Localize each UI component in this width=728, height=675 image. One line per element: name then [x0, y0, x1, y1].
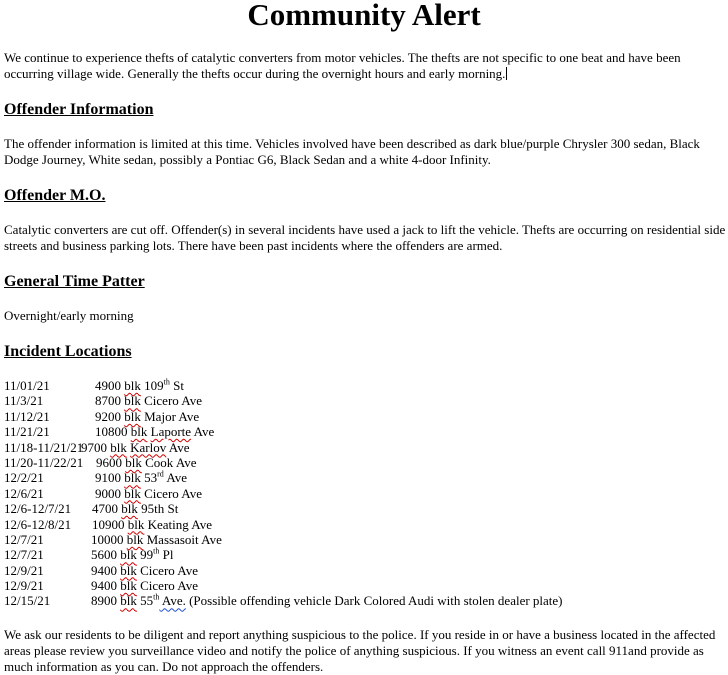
intro-paragraph [4, 50, 726, 82]
incident-row [4, 501, 726, 516]
closing-paragraph: We ask our residents to be diligent and report anything suspicious to the police. If you reside in or have a business located in the affected areas please review you surveillance video and notify the police of anything suspicious. If you witness an event call 911and provide as much information as you can. Do not approach the offenders. [4, 627, 716, 674]
street-name: 53 [144, 470, 158, 486]
incident-location [95, 409, 199, 424]
incident-location [96, 455, 197, 470]
incident-row [4, 424, 726, 439]
street-suffix: Ave [163, 470, 188, 486]
incident-date: 11/3/21 [4, 393, 44, 409]
block-abbrev: blk [110, 439, 127, 455]
block-abbrev: blk [120, 562, 137, 578]
incident-location [91, 532, 222, 547]
incident-row [4, 470, 726, 485]
incident-row [4, 440, 726, 455]
incident-row [4, 578, 726, 593]
offender-information-text: The offender information is limited at this time. Vehicles involved have been described as dark blue/purple Chrysler 300 sedan, Black Dodge Journey, White sedan, possibly a Pontiac G6, Black Sedan and a white 4-door Infinity. [4, 136, 700, 167]
offender-information-heading: Offender Information [4, 101, 154, 118]
incident-date: 11/18-11/21/21 [4, 439, 84, 455]
block-number: 9000 [95, 485, 121, 501]
street-suffix: Ave [191, 424, 215, 440]
block-number: 9100 [95, 470, 121, 486]
incident-location [95, 393, 202, 408]
street-name: Cook Ave [145, 454, 197, 470]
block-number: 10900 [92, 516, 125, 532]
incident-location [95, 424, 214, 439]
incident-locations-heading: Incident Locations [4, 343, 132, 360]
block-number: 9600 [96, 454, 122, 470]
incident-location [95, 470, 187, 485]
block-abbrev: blk [120, 593, 137, 609]
block-number: 9200 [95, 408, 121, 424]
incident-date: 12/15/21 [4, 593, 51, 609]
incident-row [4, 563, 726, 578]
incident-date: 12/9/21 [4, 578, 44, 594]
incident-date: 12/9/21 [4, 562, 44, 578]
time-pattern-text: Overnight/early morning [4, 308, 134, 323]
time-pattern-heading: General Time Patter [4, 273, 145, 290]
incident-location [91, 593, 563, 608]
block-abbrev: blk [124, 485, 141, 501]
page-title: Community Alert [247, 0, 481, 32]
block-abbrev: blk [124, 470, 141, 486]
intro-text: We continue to experience thefts of catalytic converters from motor vehicles. The thefts are not specific to one beat and have been occurring village wide. Generally the thefts occur during the overnight hours and early morning. [4, 50, 681, 81]
street-name: Cicero Ave [144, 393, 203, 409]
street-name: Cicero Ave [140, 578, 199, 594]
street-name: 95th St [141, 501, 179, 517]
block-number: 5600 [91, 547, 117, 563]
street-name: 55 [140, 593, 154, 609]
street-name: Karlov [130, 439, 167, 455]
incident-location [95, 378, 184, 393]
ordinal-suffix: th [163, 377, 170, 387]
block-number: 9700 [81, 439, 107, 455]
incident-date: 12/6/21 [4, 485, 44, 501]
incident-date: 11/12/21 [4, 408, 50, 424]
street-name: Cicero Ave [144, 485, 203, 501]
street-name: Keating Ave [147, 516, 213, 532]
incident-row [4, 547, 726, 562]
incident-location [95, 486, 202, 501]
text-cursor [506, 67, 507, 80]
incident-date: 12/2/21 [4, 470, 44, 486]
block-abbrev: blk [126, 531, 144, 547]
incident-location [91, 547, 173, 562]
street-name: Massasoit Ave [146, 531, 222, 547]
block-abbrev: blk [125, 454, 142, 470]
block-number: 10000 [91, 531, 124, 547]
block-abbrev: blk [130, 424, 148, 440]
street-name: Major Ave [144, 408, 200, 424]
incident-location [92, 517, 212, 532]
incident-row [4, 455, 726, 470]
incident-row [4, 532, 726, 547]
incident-note: (Possible offending vehicle Dark Colored Audi with stolen dealer plate) [185, 593, 563, 609]
incident-row [4, 378, 726, 393]
incident-row [4, 593, 726, 608]
incident-date: 11/21/21 [4, 424, 50, 440]
block-abbrev: blk [120, 547, 137, 563]
incident-row [4, 409, 726, 424]
block-abbrev: blk [124, 393, 141, 409]
block-abbrev: blk [121, 501, 138, 517]
block-abbrev: blk [124, 378, 141, 393]
incident-row [4, 393, 726, 408]
street-suffix: St [169, 378, 184, 393]
block-number: 9400 [91, 562, 117, 578]
incident-location [91, 563, 198, 578]
block-number: 8700 [95, 393, 121, 409]
ordinal-suffix: th [153, 546, 160, 556]
street-suffix: Ave [166, 439, 190, 455]
incident-location [81, 440, 189, 455]
street-suffix: Ave. [159, 593, 186, 609]
incident-row [4, 517, 726, 532]
incident-location [92, 501, 178, 516]
incident-date: 12/7/21 [4, 531, 44, 547]
block-number: 9400 [91, 578, 117, 594]
street-name: Laporte [150, 424, 192, 440]
incident-date: 11/01/21 [4, 378, 50, 393]
street-name: 109 [144, 378, 164, 393]
block-number: 4700 [92, 501, 118, 517]
incident-date: 12/6-12/8/21 [4, 516, 72, 532]
block-number: 4900 [95, 378, 121, 393]
block-abbrev: blk [120, 578, 137, 594]
incident-list [4, 378, 726, 609]
street-suffix: Pl [159, 547, 174, 563]
block-number: 8900 [91, 593, 117, 609]
offender-mo-text: Catalytic converters are cut off. Offender(s) in several incidents have used a jack to lift the vehicle. Thefts are occurring on residential side streets and business parking lots. There have been past incidents where the offenders are armed. [4, 222, 726, 253]
incident-date: 11/20-11/22/21 [4, 454, 84, 470]
incident-date: 12/7/21 [4, 547, 44, 563]
block-number: 10800 [95, 424, 128, 440]
ordinal-suffix: rd [157, 470, 164, 480]
offender-mo-heading: Offender M.O. [4, 187, 106, 204]
street-name: 99 [140, 547, 154, 563]
block-abbrev: blk [124, 408, 141, 424]
block-abbrev: blk [127, 516, 145, 532]
ordinal-suffix: th [153, 593, 160, 603]
incident-date: 12/6-12/7/21 [4, 501, 72, 517]
street-name: Cicero Ave [140, 562, 199, 578]
incident-location [91, 578, 198, 593]
incident-row [4, 486, 726, 501]
